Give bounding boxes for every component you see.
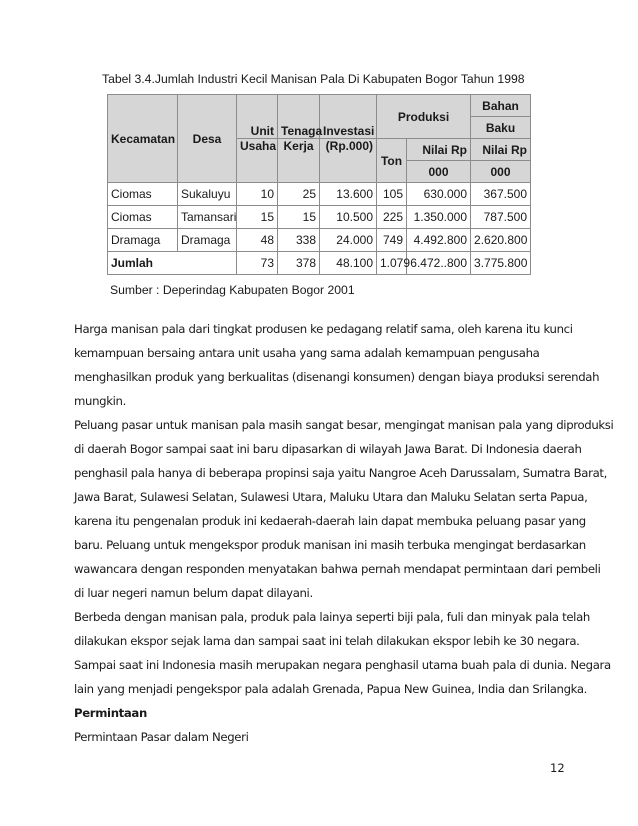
cell-bahan: 2.620.800 <box>471 229 531 252</box>
cell-investasi: 10.500 <box>320 206 377 229</box>
cell-unit: 48 <box>237 229 278 252</box>
paragraph-line: karena itu pengenalan produk ini kedaerah-daerah lain dapat membuka peluang pasar yang <box>74 514 586 528</box>
cell-tenaga: 338 <box>278 229 320 252</box>
cell-desa: Sukaluyu <box>178 183 237 206</box>
table-row <box>108 206 531 229</box>
table-total-row <box>108 252 531 275</box>
paragraph-line: baru. Peluang untuk mengekspor produk manisan ini masih terbuka mengingat berdasarkan <box>74 538 586 552</box>
cell-tenaga: 25 <box>278 183 320 206</box>
cell-tenaga: 15 <box>278 206 320 229</box>
paragraph-line: Sampai saat ini Indonesia masih merupakan negara penghasil utama buah pala di dunia. Negara <box>74 658 611 672</box>
paragraph-line: lain yang menjadi pengekspor pala adalah Grenada, Papua New Guinea, India dan Srilangka. <box>74 682 588 696</box>
header-ton: Ton <box>377 139 407 183</box>
cell-unit: 15 <box>237 206 278 229</box>
total-investasi: 48.100 <box>320 252 377 275</box>
total-nilai: 6.472..800 <box>407 252 471 275</box>
total-ton: 1.079 <box>377 252 407 275</box>
cell-kecamatan: Ciomas <box>108 183 178 206</box>
header-bahan-bottom: Baku <box>471 117 531 139</box>
header-nilai-bottom: 000 <box>407 161 471 183</box>
table-row <box>108 229 531 252</box>
section-subheading: Permintaan Pasar dalam Negeri <box>74 730 249 744</box>
header-unit-bottom: Usaha <box>237 139 278 183</box>
total-unit: 73 <box>237 252 278 275</box>
paragraph-line: penghasil pala hanya di beberapa propinsi saja yaitu Nangroe Aceh Darussalam, Sumatra Barat, <box>74 466 607 480</box>
paragraph-line: Jawa Barat, Sulawesi Selatan, Sulawesi Utara, Maluku Utara dan Maluku Selatan serta Papua, <box>74 490 588 504</box>
paragraph-line: di daerah Bogor sampai saat ini baru dipasarkan di wilayah Jawa Barat. Di Indonesia daerah <box>74 442 582 456</box>
header-nilai-top: Nilai Rp <box>407 139 471 161</box>
section-heading: Permintaan <box>74 706 147 720</box>
header-nilai2-bottom: 000 <box>471 161 531 183</box>
cell-nilai: 1.350.000 <box>407 206 471 229</box>
header-desa: Desa <box>178 95 237 183</box>
paragraph-line: kemampuan bersaing antara unit usaha yang sama adalah kemampuan pengusaha <box>74 346 540 360</box>
paragraph-line: Harga manisan pala dari tingkat produsen ke pedagang relatif sama, oleh karena itu kunci <box>74 322 573 336</box>
cell-investasi: 24.000 <box>320 229 377 252</box>
cell-investasi: 13.600 <box>320 183 377 206</box>
cell-bahan: 367.500 <box>471 183 531 206</box>
paragraph-line: di luar negeri namun belum dapat dilayani. <box>74 586 313 600</box>
cell-nilai: 630.000 <box>407 183 471 206</box>
total-label: Jumlah <box>108 252 237 275</box>
cell-ton: 225 <box>377 206 407 229</box>
cell-nilai: 4.492.800 <box>407 229 471 252</box>
header-kecamatan: Kecamatan <box>108 95 178 183</box>
total-bahan: 3.775.800 <box>471 252 531 275</box>
page-number: 12 <box>550 761 565 775</box>
cell-ton: 105 <box>377 183 407 206</box>
table-source: Sumber : Deperindag Kabupaten Bogor 2001 <box>110 283 355 297</box>
header-investasi-top: Investasi <box>320 95 377 139</box>
table-caption: Tabel 3.4.Jumlah Industri Kecil Manisan Pala Di Kabupaten Bogor Tahun 1998 <box>102 72 525 86</box>
industry-table <box>107 94 531 275</box>
cell-unit: 10 <box>237 183 278 206</box>
total-tenaga: 378 <box>278 252 320 275</box>
paragraph-line: wawancara dengan responden menyatakan bahwa pernah mendapat permintaan dari pembeli <box>74 562 601 576</box>
paragraph-line: Peluang pasar untuk manisan pala masih sangat besar, mengingat manisan pala yang diproduksi <box>74 418 614 432</box>
cell-kecamatan: Ciomas <box>108 206 178 229</box>
cell-bahan: 787.500 <box>471 206 531 229</box>
cell-ton: 749 <box>377 229 407 252</box>
header-tenaga-top: Tenaga <box>278 95 320 139</box>
header-unit-top: Unit <box>237 95 278 139</box>
header-tenaga-bottom: Kerja <box>278 139 320 183</box>
cell-desa: Dramaga <box>178 229 237 252</box>
paragraph-line: Berbeda dengan manisan pala, produk pala lainya seperti biji pala, fuli dan minyak pala telah <box>74 610 590 624</box>
table-row <box>108 183 531 206</box>
cell-kecamatan: Dramaga <box>108 229 178 252</box>
paragraph-line: mungkin. <box>74 394 126 408</box>
paragraph-line: menghasilkan produk yang berkualitas (disenangi konsumen) dengan biaya produksi serendah <box>74 370 600 384</box>
header-bahan-top: Bahan <box>471 95 531 117</box>
paragraph-line: dilakukan ekspor sejak lama dan sampai saat ini telah dilakukan ekspor lebih ke 30 negara. <box>74 634 580 648</box>
cell-desa: Tamansari <box>178 206 237 229</box>
header-investasi-bottom: (Rp.000) <box>320 139 377 183</box>
header-produksi: Produksi <box>377 95 471 139</box>
header-nilai2-top: Nilai Rp <box>471 139 531 161</box>
